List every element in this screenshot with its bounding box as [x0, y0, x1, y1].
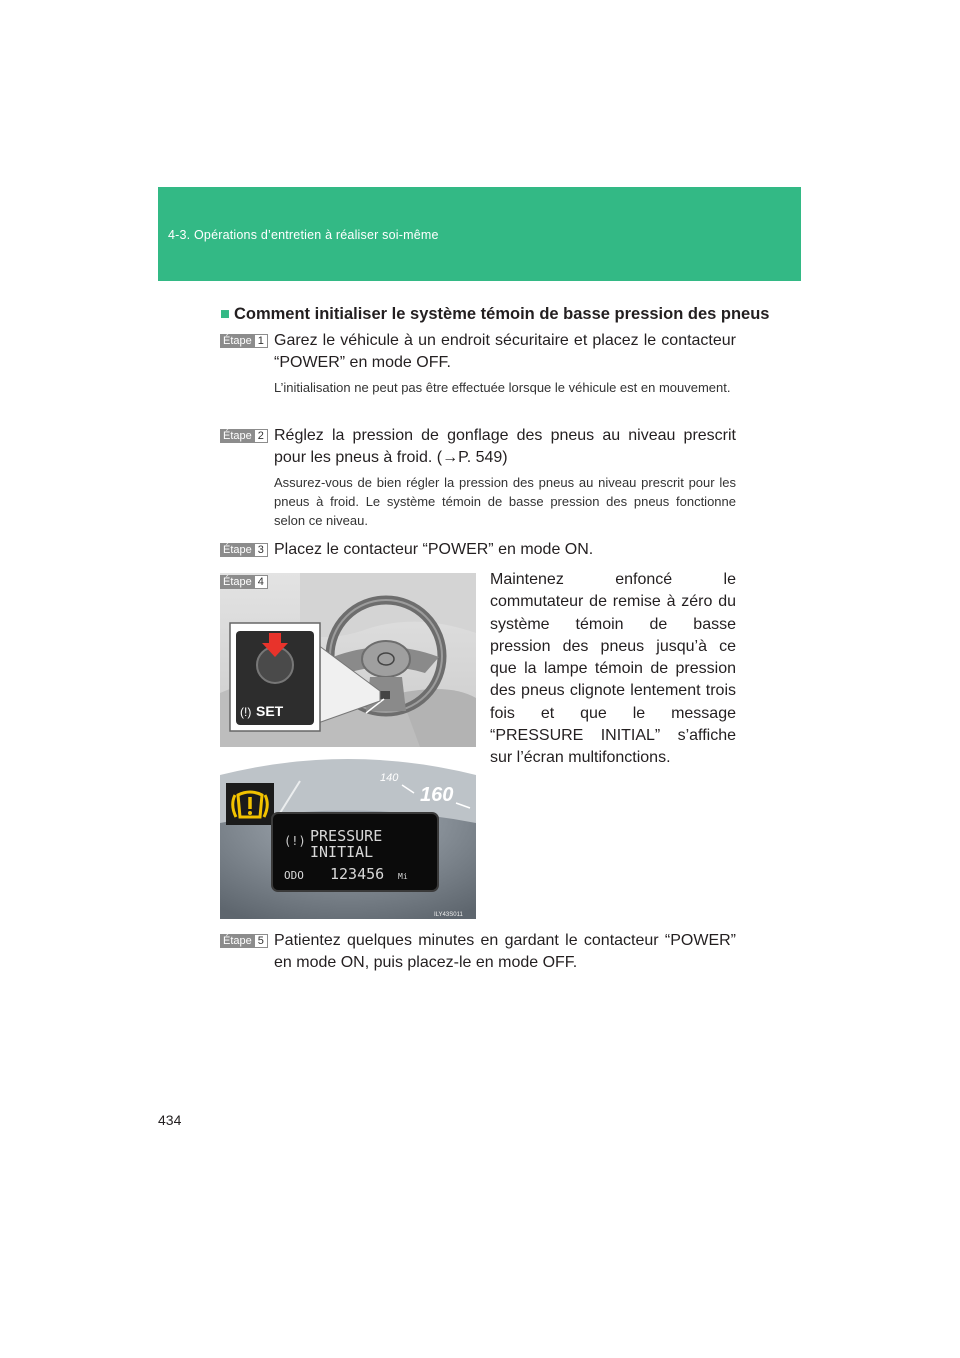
odo-value: 123456	[330, 865, 385, 883]
step-number: 5	[255, 934, 268, 948]
step-3-text: Placez le contacteur “POWER” en mode ON.	[274, 541, 594, 558]
step-label: Étape	[220, 543, 255, 557]
speed-140: 140	[380, 772, 399, 784]
square-bullet-icon: ■	[220, 305, 230, 323]
step-2-text: Réglez la pression de gonflage des pneus au niveau prescrit pour les pneus à froid. (→P. 549)	[274, 427, 736, 466]
step-5-text: Patientez quelques minutes en gardant le contacteur “POWER” en mode ON, puis placez-le en mode OFF.	[274, 932, 736, 971]
tire-pressure-warning-icon	[226, 783, 274, 825]
step-label: Étape	[220, 934, 255, 948]
step-number: 1	[255, 334, 268, 348]
step-badge-3	[220, 543, 268, 557]
step-4-text: Maintenez enfoncé le commutateur de remise à zéro du système témoin de basse pression des pneus jusqu’à ce que la lampe témoin de pression des pneus clignote lentement trois fois et que le message “PRESSURE INITIAL” s’affiche sur l’écran multifonctions.	[490, 571, 736, 767]
odo-unit: Mi	[398, 872, 408, 881]
illustration-svg	[220, 573, 476, 919]
step-badge-5	[220, 934, 268, 948]
section-header: 4-3. Opérations d’entretien à réaliser soi-même	[168, 228, 439, 242]
set-label: SET	[256, 703, 284, 719]
tpms-small-icon: (!)	[240, 705, 252, 719]
cabin-illustration	[220, 573, 476, 747]
odo-label: ODO	[284, 869, 304, 882]
step-number: 3	[255, 543, 268, 557]
step-label: Étape	[220, 429, 255, 443]
figure-code: ILY43S011	[434, 912, 463, 918]
step-badge-4	[220, 575, 268, 589]
step-1-note: L’initialisation ne peut pas être effectuée lorsque le véhicule est en mouvement.	[274, 380, 731, 395]
step-number: 2	[255, 429, 268, 443]
display-line-1: PRESSURE	[310, 827, 383, 845]
step-2-note: Assurez-vous de bien régler la pression des pneus au niveau prescrit pour les pneus à froid. Le système témoin de basse pression des pneus fonctionne selon ce niveau.	[274, 475, 736, 528]
speed-160: 160	[420, 784, 454, 806]
step-badge-2	[220, 429, 268, 443]
step-label: Étape	[220, 334, 255, 348]
multi-information-display	[272, 813, 438, 891]
page-number: 434	[158, 1112, 182, 1128]
step-label: Étape	[220, 575, 255, 589]
display-tpms-icon: (!)	[284, 834, 306, 848]
display-line-2: INITIAL	[310, 843, 374, 861]
section-title-text: Comment initialiser le système témoin de basse pression des pneus	[233, 305, 770, 323]
header-band	[158, 187, 801, 281]
instrument-cluster	[220, 749, 476, 919]
illustration	[220, 573, 476, 919]
step-badge-1	[220, 334, 268, 348]
step-number: 4	[255, 575, 268, 589]
section-title	[220, 305, 780, 324]
step-1-text: Garez le véhicule à un endroit sécuritaire et placez le contacteur “POWER” en mode OFF.	[274, 332, 736, 371]
